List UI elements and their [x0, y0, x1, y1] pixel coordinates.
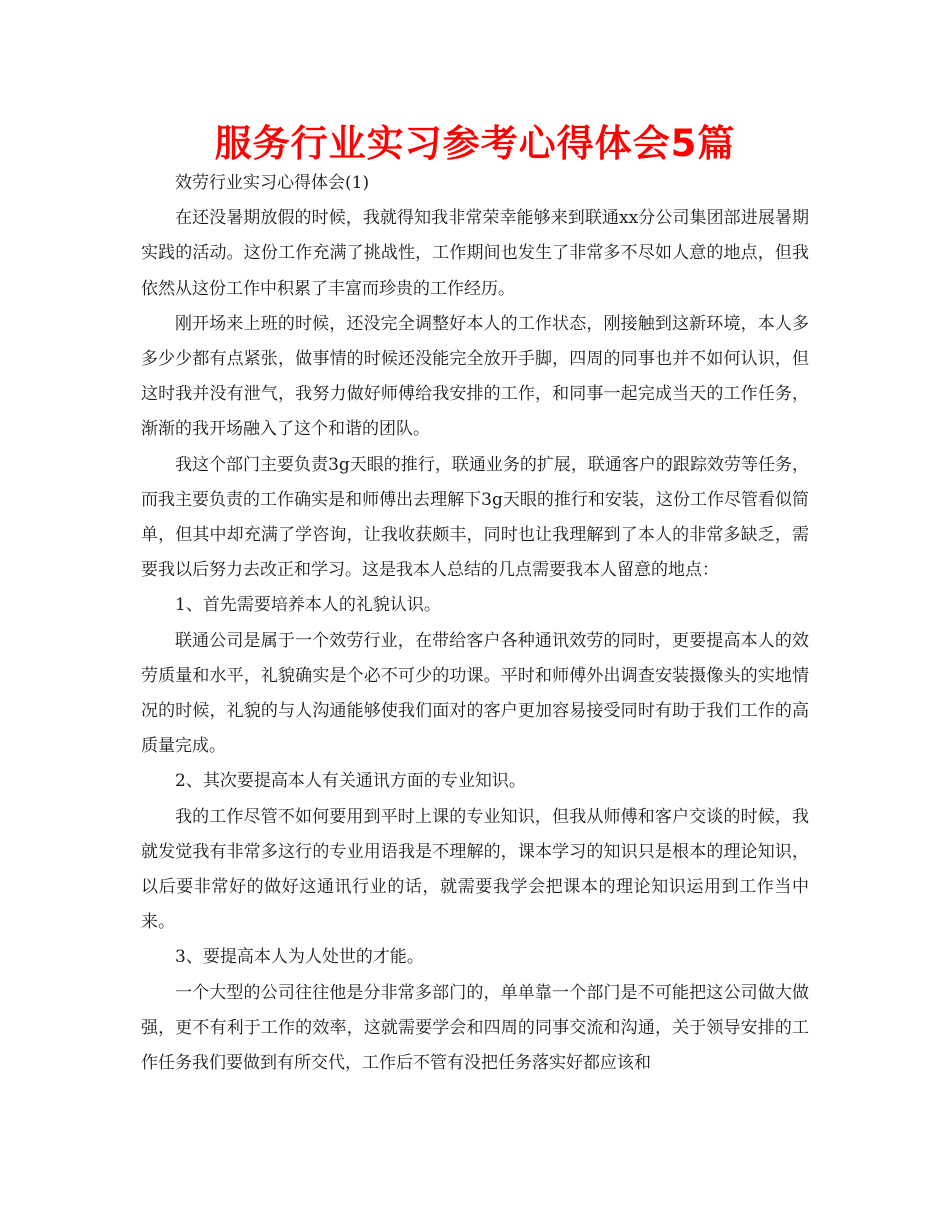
paragraph: 我这个部门主要负责3g天眼的推行，联通业务的扩展，联通客户的跟踪效劳等任务，而我主要负责的工作确实是和师傅出去理解下3g天眼的推行和安装，这份工作尽管看似简单，但其中却充满了学咨询，让我收获颇丰，同时也让我理解到了本人的非常多缺乏，需要我以后努力去改正和学习。这是我本人总结的几点需要我本人留意的地点：: [141, 454, 809, 581]
paragraph: 联通公司是属于一个效劳行业，在带给客户各种通讯效劳的同时，更要提高本人的效劳质量和水平，礼貌确实是个必不可少的功课。平时和师傅外出调查安装摄像头的实地情况的时候，礼貌的与人沟通能够使我们面对的客户更加容易接受同时有助于我们工作的高质量完成。: [141, 630, 809, 757]
document-body: [141, 166, 809, 1081]
paragraph-point-heading: 3、要提高本人为人处世的才能。: [175, 947, 424, 968]
paragraph-point-heading: 1、首先需要培养本人的礼貌认识。: [175, 595, 441, 616]
paragraph-section-heading: 效劳行业实习心得体会(1): [175, 173, 370, 193]
paragraph-point-heading: 2、其次要提高本人有关通讯方面的专业知识。: [175, 771, 526, 792]
paragraph: 一个大型的公司往往他是分非常多部门的，单单靠一个部门是不可能把这公司做大做强，更不有利于工作的效率，这就需要学会和四周的同事交流和沟通，关于领导安排的工作任务我们要做到有所交代，工作后不管有没把任务落实好都应该和: [141, 982, 809, 1074]
paragraph: 我的工作尽管不如何要用到平时上课的专业知识，但我从师傅和客户交谈的时候，我就发觉我有非常多这行的专业用语我是不理解的，课本学习的知识只是根本的理论知识，以后要非常好的做好这通讯行业的话，就需要我学会把课本的理论知识运用到工作当中来。: [141, 806, 809, 933]
document-title: 服务行业实习参考心得体会5篇: [214, 122, 736, 165]
paragraph: 刚开场来上班的时候，还没完全调整好本人的工作状态，刚接触到这新环境，本人多多少少都有点紧张，做事情的时候还没能完全放开手脚，四周的同事也并不如何认识，但这时我并没有泄气，我努力做好师傅给我安排的工作，和同事一起完成当天的工作任务，渐渐的我开场融入了这个和谐的团队。: [141, 313, 809, 440]
paragraph: 在还没暑期放假的时候，我就得知我非常荣幸能够来到联通xx分公司集团部进展暑期实践的活动。这份工作充满了挑战性，工作期间也发生了非常多不尽如人意的地点，但我依然从这份工作中积累了丰富而珍贵的工作经历。: [141, 208, 809, 299]
